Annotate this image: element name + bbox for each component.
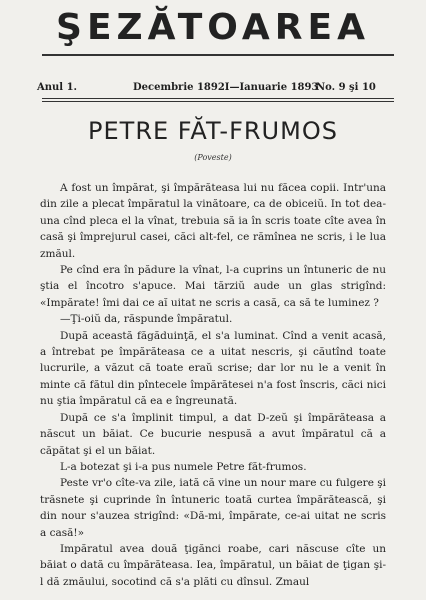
paragraph: Peste vr'o cîte-va zile, iată că vine un nour mare cu fulgere şi trăsnete şi cuprinde în întuneric toată curtea împărătească, şi din nour s'auzea strigînd: «Dă-mi, împărate, ce-ai uitat ne scris a casă!» <box>40 477 386 539</box>
paragraph: După această făgăduinţă, el s'a luminat. Cînd a venit acasă, a întrebat pe împărăteasa ce a uitat nescris, şi căutînd toate lucrurile, a văzut că toate eraŭ scrise; dar lor nu le a venit în minte că fătul din pîntecele împărătesei n'a fost înscris, căci nici nu ştia împăratul că ea e îngreunată. <box>40 329 386 408</box>
masthead-title: ŞEZĂTOAREA <box>56 7 370 48</box>
masthead-rule <box>42 54 394 56</box>
paragraph: Impăratul avea două ţigănci roabe, cari născuse cîte un băiat o dată cu împărăteasa. Iea, împăratul, un băiat de ţigan şi-l dă zmăului, socotind că s'a plăti cu dînsul. Zmaul <box>40 542 386 588</box>
paragraph: A fost un împărat, şi împărăteasa lui nu făcea copii. Intr'una din zile a plecat împăratul la vinătoare, ca de obiceiŭ. In tot dea-una cînd pleca el la vînat, trebuia să ia în scris toate cîte avea în casă şi împrejurul casei, căci alt-fel, ce rămînea ne scris, i le lua zmăul. <box>40 182 386 260</box>
issue-number: No. 9 şi 10 <box>316 82 376 93</box>
header-rule-top <box>42 98 394 99</box>
issue-date: Decembrie 1892I—Ianuarie 1893 <box>133 82 319 93</box>
header-rule-bottom <box>42 101 394 102</box>
story-title: PETRE FĂT-FRUMOS <box>88 117 338 145</box>
story-body <box>40 180 386 590</box>
story-subtitle: (Poveste) <box>194 153 232 162</box>
issue-year: Anul 1. <box>37 82 78 93</box>
paragraph: —Ţi-oiŭ da, răspunde împăratul. <box>60 313 233 326</box>
paragraph: După ce s'a împlinit timpul, a dat D-zeŭ şi împărăteasa a născut un băiat. Ce bucurie nespusă a avut împăratul că a căpătat şi el un băiat. <box>40 411 386 457</box>
paragraph: Pe cînd era în pădure la vînat, l-a cuprins un întuneric de nu ştia el încotro s'apuce. Mai tărziŭ aude un glas strigînd: «Impărate! îmi dai ce aĭ uitat ne scris a casă, ca să te luminez ? <box>40 264 386 309</box>
paragraph: L-a botezat şi i-a pus numele Petre făt-frumos. <box>60 460 307 473</box>
